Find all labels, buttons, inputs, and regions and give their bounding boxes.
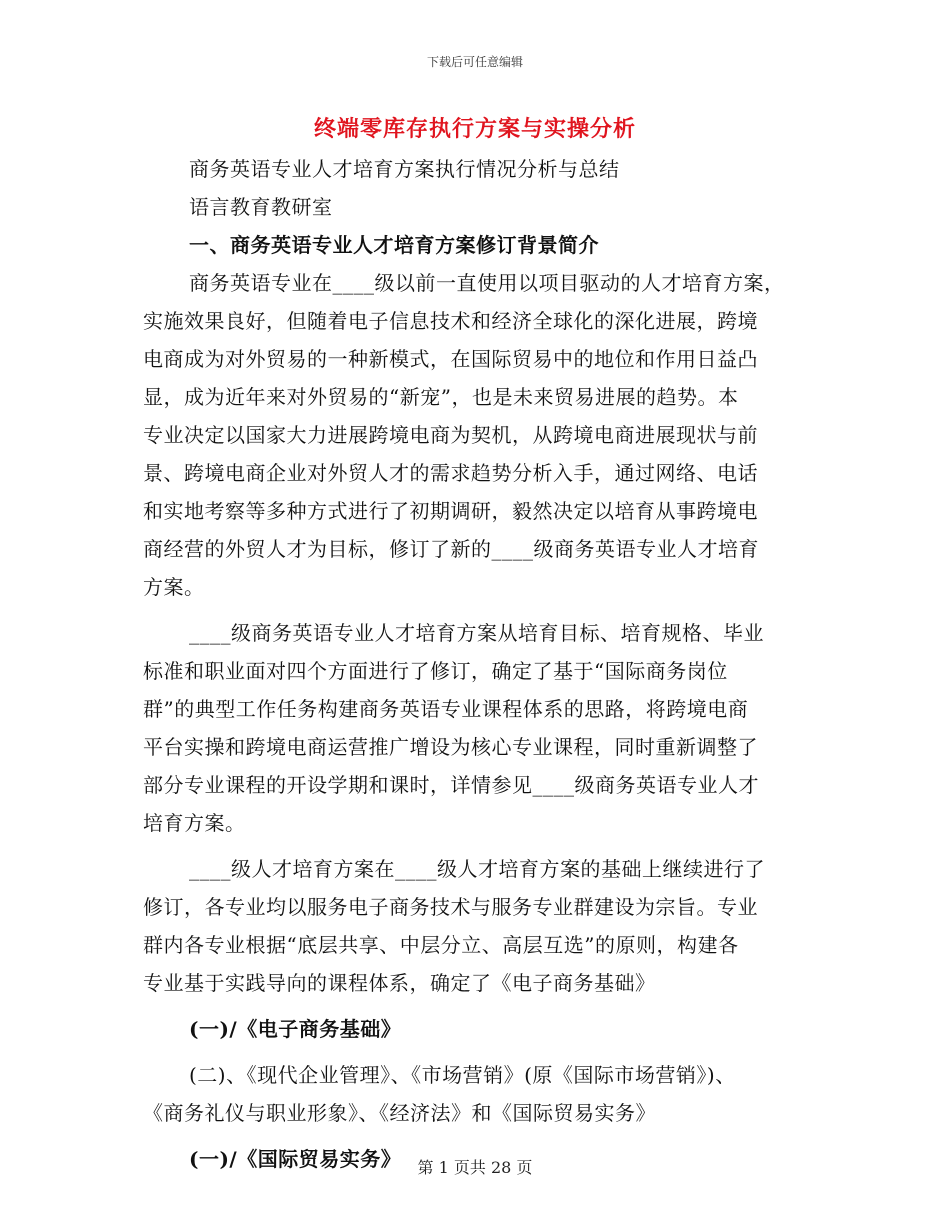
paragraph-line: 标准和职业面对四个方面进行了修订，确定了基于“国际商务岗位 [143,659,728,683]
document-body [143,150,808,1178]
subtitle: 商务英语专业人才培育方案执行情况分析与总结 [189,157,620,181]
paragraph-line: 平台实操和跨境电商运营推广增设为核心专业课程，同时重新调整了 [143,735,758,759]
paragraph-line: ____级人才培育方案在____级人才培育方案的基础上继续进行了 [189,857,765,881]
paragraph-line: 电商成为对外贸易的一种新模式，在国际贸易中的地位和作用日益凸 [143,347,758,371]
paragraph-line: (二)、《现代企业管理》、《市场营销》(原《国际市场营销》)、 [189,1063,736,1087]
paragraph-3 [143,850,808,1002]
paragraph-line: 显，成为近年来对外贸易的“新宠”，也是未来贸易进展的趋势。本 [143,385,739,409]
page-header-note: 下载后可任意编辑 [426,55,523,69]
section-heading: 一、商务英语专业人才培育方案修订背景简介 [189,233,599,257]
paragraph-line: 方案。 [143,575,205,599]
paragraph-line: 实施效果良好，但随着电子信息技术和经济全球化的深化进展，跨境 [143,309,758,333]
list-item-heading: (一)/《国际贸易实务》 [189,1147,402,1171]
paragraph-line: 商务英语专业在____级以前一直使用以项目驱动的人才培育方案， [189,271,785,295]
list-item-heading: (一)/《电子商务基础》 [189,1017,402,1041]
paragraph-line: 群内各专业根据“底层共享、中层分立、高层互选”的原则，构建各 [143,933,739,957]
paragraph-line: 《商务礼仪与职业形象》、《经济法》和《国际贸易实务》 [143,1101,656,1125]
paragraph-line: 景、跨境电商企业对外贸人才的需求趋势分析入手，通过网络、电话 [143,461,758,485]
document-title: 终端零库存执行方案与实操分析 [313,116,636,142]
paragraph-line: 专业基于实践导向的课程体系，确定了《电子商务基础》 [143,971,656,995]
paragraph-2 [143,614,808,842]
paragraph-line: 修订，各专业均以服务电子商务技术与服务专业群建设为宗旨。专业 [143,895,758,919]
paragraph-line: ____级商务英语专业人才培育方案从培育目标、培育规格、毕业 [189,621,764,645]
paragraph-line: 和实地考察等多种方式进行了初期调研，毅然决定以培育从事跨境电 [143,499,758,523]
paragraph-4 [143,1056,808,1132]
paragraph-line: 群”的典型工作任务构建商务英语专业课程体系的思路，将跨境电商 [143,697,749,721]
page-footer: 第 1 页共 28 页 [417,1158,533,1177]
paragraph-line: 专业决定以国家大力进展跨境电商为契机，从跨境电商进展现状与前 [143,423,758,447]
department: 语言教育教研室 [189,195,333,219]
paragraph-line: 部分专业课程的开设学期和课时，详情参见____级商务英语专业人才 [143,773,759,797]
paragraph-line: 商经营的外贸人才为目标，修订了新的____级商务英语专业人才培育 [143,537,759,561]
paragraph-1 [143,264,808,606]
paragraph-line: 培育方案。 [143,811,246,835]
